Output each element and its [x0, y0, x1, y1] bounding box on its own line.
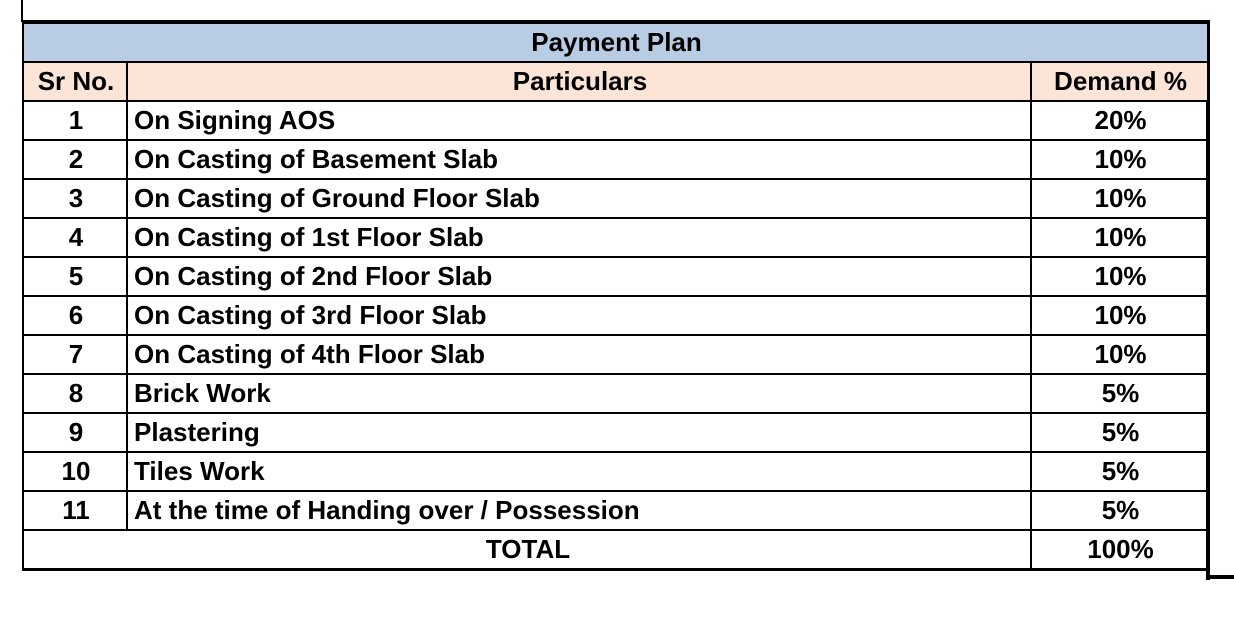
table-row: [23, 218, 1208, 257]
cell-particular: Tiles Work: [127, 452, 1031, 491]
payment-plan-body: [23, 22, 1208, 570]
table-row: [23, 491, 1208, 530]
header-demand: Demand %: [1031, 62, 1208, 101]
cell-particular: On Signing AOS: [127, 101, 1031, 140]
cell-demand: 10%: [1031, 140, 1208, 179]
cell-particular: On Casting of Basement Slab: [127, 140, 1031, 179]
cell-sr: 5: [23, 257, 127, 296]
cell-sr: 1: [23, 101, 127, 140]
cell-sr: 2: [23, 140, 127, 179]
cell-particular: On Casting of 2nd Floor Slab: [127, 257, 1031, 296]
frame-line-top-left: [21, 0, 23, 22]
table-row: [23, 335, 1208, 374]
cell-demand: 10%: [1031, 218, 1208, 257]
total-row: [23, 530, 1208, 570]
table-row: [23, 140, 1208, 179]
cell-particular: Plastering: [127, 413, 1031, 452]
cell-sr: 3: [23, 179, 127, 218]
cell-particular: On Casting of 3rd Floor Slab: [127, 296, 1031, 335]
cell-sr: 4: [23, 218, 127, 257]
table-row: [23, 452, 1208, 491]
cell-particular: On Casting of 4th Floor Slab: [127, 335, 1031, 374]
cell-sr: 10: [23, 452, 127, 491]
cell-particular: At the time of Handing over / Possession: [127, 491, 1031, 530]
cell-demand: 10%: [1031, 179, 1208, 218]
cell-particular: On Casting of Ground Floor Slab: [127, 179, 1031, 218]
table-title: Payment Plan: [23, 22, 1208, 62]
payment-plan-table: [22, 20, 1209, 571]
cell-demand: 5%: [1031, 452, 1208, 491]
cell-particular: On Casting of 1st Floor Slab: [127, 218, 1031, 257]
table-row: [23, 413, 1208, 452]
cell-sr: 7: [23, 335, 127, 374]
title-row: [23, 22, 1208, 62]
table-row: [23, 374, 1208, 413]
cell-demand: 20%: [1031, 101, 1208, 140]
table-row: [23, 296, 1208, 335]
cell-particular: Brick Work: [127, 374, 1031, 413]
cell-demand: 10%: [1031, 335, 1208, 374]
cell-sr: 11: [23, 491, 127, 530]
cell-demand: 5%: [1031, 413, 1208, 452]
table-row: [23, 179, 1208, 218]
cell-sr: 6: [23, 296, 127, 335]
cell-demand: 10%: [1031, 257, 1208, 296]
table-row: [23, 101, 1208, 140]
cell-demand: 5%: [1031, 491, 1208, 530]
total-label: TOTAL: [23, 530, 1031, 570]
total-value: 100%: [1031, 530, 1208, 570]
cell-demand: 5%: [1031, 374, 1208, 413]
header-particulars: Particulars: [127, 62, 1031, 101]
table-row: [23, 257, 1208, 296]
header-row: [23, 62, 1208, 101]
frame-line-bottom-right: [1206, 575, 1234, 579]
header-sr-no: Sr No.: [23, 62, 127, 101]
cell-sr: 9: [23, 413, 127, 452]
cell-sr: 8: [23, 374, 127, 413]
cell-demand: 10%: [1031, 296, 1208, 335]
